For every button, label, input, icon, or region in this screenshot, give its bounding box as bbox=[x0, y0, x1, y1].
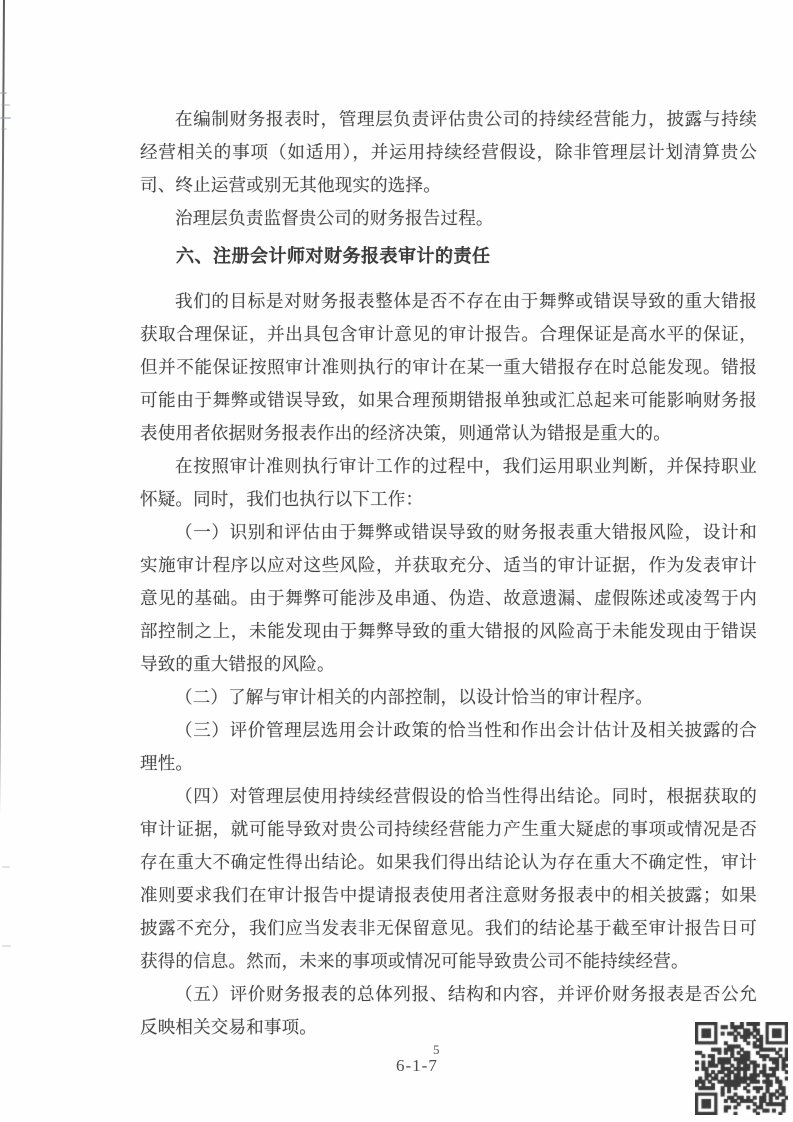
paragraph-item-5-overall-presentation: （五）评价财务报表的总体列报、结构和内容，并评价财务报表是否公允反映相关交易和事项。 bbox=[140, 984, 757, 1037]
qr-code-icon bbox=[695, 1022, 788, 1115]
paragraph-item-3-accounting-policies: （三）评价管理层选用会计政策的恰当性和作出会计估计及相关披露的合理性。 bbox=[140, 720, 757, 773]
paragraph-going-concern-management: 在编制财务报表时，管理层负责评估贵公司的持续经营能力，披露与持续经营相关的事项（如适用），并运用持续经营假设，除非管理层计划清算贵公司、终止运营或别无其他现实的选择。 bbox=[140, 109, 757, 195]
page-number: 5 bbox=[433, 1042, 440, 1057]
paragraph-governance-oversight: 治理层负责监督贵公司的财务报告过程。 bbox=[175, 208, 494, 228]
paragraph-item-2-internal-control: （二）了解与审计相关的内部控制，以设计恰当的审计程序。 bbox=[175, 687, 653, 707]
section-heading-auditor-responsibility: 六、注册会计师对财务报表审计的责任 bbox=[176, 246, 491, 266]
paragraph-item-1-risk-identification: （一）识别和评估由于舞弊或错误导致的财务报表重大错报风险，设计和实施审计程序以应对这些风险，并获取充分、适当的审计证据，作为发表审计意见的基础。由于舞弊可能涉及串通、伪造、故意遗漏、虚假陈述或凌驾于内部控制之上，未能发现由于舞弊导致的重大错报的风险高于未能发现由于错误导致的重大错报的风险。 bbox=[140, 522, 757, 674]
paragraph-item-4-going-concern-conclusion: （四）对管理层使用持续经营假设的恰当性得出结论。同时，根据获取的审计证据，就可能导致对贵公司持续经营能力产生重大疑虑的事项或情况是否存在重大不确定性得出结论。如果我们得出结论认为存在重大不确定性，审计准则要求我们在审计报告中提请报表使用者注意财务报表中的相关披露；如果披露不充分，我们应当发表非无保留意见。我们的结论基于截至审计报告日可获得的信息。然而，未来的事项或情况可能导致贵公司不能持续经营。 bbox=[140, 786, 757, 971]
paragraph-audit-objective: 我们的目标是对财务报表整体是否不存在由于舞弊或错误导致的重大错报获取合理保证，并出具包含审计意见的审计报告。合理保证是高水平的保证，但并不能保证按照审计准则执行的审计在某一重大错报存在时总能发现。错报可能由于舞弊或错误导致，如果合理预期错报单独或汇总起来可能影响财务报表使用者依据财务报表作出的经济决策，则通常认为错报是重大的。 bbox=[140, 291, 757, 443]
paragraph-professional-judgment: 在按照审计准则执行审计工作的过程中，我们运用职业判断，并保持职业怀疑。同时，我们也执行以下工作： bbox=[140, 456, 757, 509]
document-code: 6-1-7 bbox=[396, 1056, 438, 1075]
